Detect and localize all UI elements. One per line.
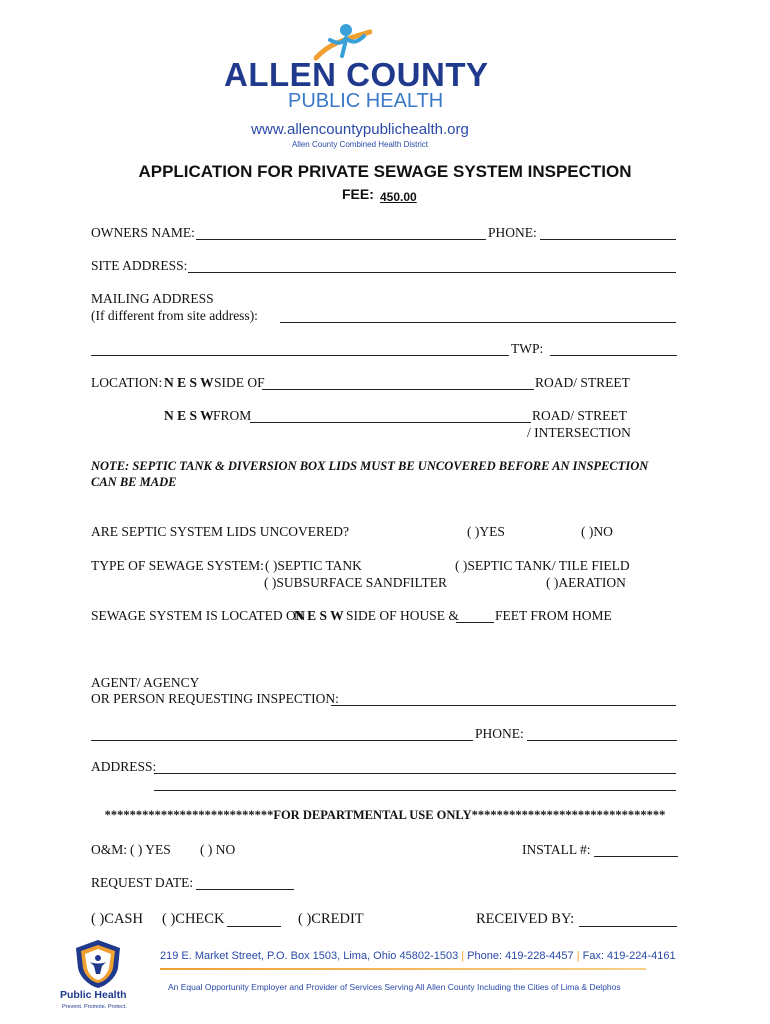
septic-tank-checkbox[interactable]: ( )SEPTIC TANK	[265, 558, 362, 573]
received-by-label: RECEIVED BY:	[476, 911, 575, 927]
agent-phone-label: PHONE:	[475, 726, 524, 741]
site-address-field[interactable]	[188, 272, 676, 273]
mailing-address-field[interactable]	[280, 322, 676, 323]
note-line-2: CAN BE MADE	[91, 475, 177, 489]
road-street-label-2: ROAD/ STREET	[532, 408, 627, 423]
location-label: LOCATION:	[91, 375, 163, 390]
logo-title: ALLEN COUNTY	[224, 56, 489, 93]
page-title: APPLICATION FOR PRIVATE SEWAGE SYSTEM INSPECTION	[138, 162, 632, 181]
feet-from-home-label: FEET FROM HOME	[495, 608, 612, 623]
received-by-field[interactable]	[579, 926, 677, 927]
agent-label-1: AGENT/ AGENCY	[91, 675, 200, 690]
footer-contact	[160, 950, 676, 962]
footer-address: 219 E. Market Street, P.O. Box 1503, Lima, Ohio 45802-1503	[160, 950, 459, 962]
om-yes-checkbox[interactable]: ( ) YES	[130, 842, 171, 857]
agent-address-label: ADDRESS:	[91, 759, 157, 774]
agent-field-2[interactable]	[91, 740, 473, 741]
website-link[interactable]: www.allencountypublichealth.org	[251, 121, 469, 138]
owner-phone-field[interactable]	[540, 239, 676, 240]
owner-phone-label: PHONE:	[488, 225, 537, 240]
mailing-note: (If different from site address):	[91, 308, 258, 323]
side-of-label: SIDE OF	[214, 375, 265, 390]
fee-label: FEE:	[342, 186, 374, 202]
subsurface-checkbox[interactable]: ( )SUBSURFACE SANDFILTER	[264, 575, 448, 590]
septic-tile-checkbox[interactable]: ( )SEPTIC TANK/ TILE FIELD	[455, 558, 630, 573]
twp-field[interactable]	[550, 355, 677, 356]
agent-label-2: OR PERSON REQUESTING INSPECTION:	[91, 691, 339, 706]
request-date-field[interactable]	[196, 889, 294, 890]
lids-question: ARE SEPTIC SYSTEM LIDS UNCOVERED?	[91, 524, 350, 539]
located-direction[interactable]: N E S W	[294, 608, 344, 623]
road-street-label-1: ROAD/ STREET	[535, 375, 630, 390]
note-line-1: NOTE: SEPTIC TANK & DIVERSION BOX LIDS MUST BE UNCOVERED BEFORE AN INSPECTION	[91, 459, 649, 473]
footer-fax: Fax: 419-224-4161	[582, 950, 676, 962]
mailing-address-label: MAILING ADDRESS	[91, 291, 214, 306]
install-label: INSTALL #:	[522, 842, 591, 857]
badge-title: Public Health	[60, 989, 127, 1001]
agent-phone-field[interactable]	[527, 740, 677, 741]
lids-no-checkbox[interactable]: ( )NO	[581, 524, 613, 539]
district-name: Allen County Combined Health District	[291, 140, 429, 149]
located-on-label: SEWAGE SYSTEM IS LOCATED ON	[91, 608, 306, 623]
check-checkbox[interactable]: ( )CHECK	[162, 911, 225, 927]
logo-subtitle: PUBLIC HEALTH	[288, 90, 444, 112]
side-of-field[interactable]	[262, 389, 534, 390]
owners-name-field[interactable]	[196, 239, 486, 240]
footer-separator-2: |	[576, 950, 580, 962]
site-address-label: SITE ADDRESS:	[91, 258, 188, 273]
footer-divider	[160, 968, 646, 970]
mailing-address-field-2[interactable]	[91, 355, 509, 356]
agent-field[interactable]	[331, 705, 676, 706]
feet-field[interactable]	[456, 622, 494, 623]
location-direction-1[interactable]: N E S W	[164, 375, 214, 390]
public-health-badge	[58, 938, 138, 1018]
from-label: FROM	[213, 408, 252, 423]
lids-yes-checkbox[interactable]: ( )YES	[467, 524, 505, 539]
om-no-checkbox[interactable]: ( ) NO	[200, 842, 236, 857]
side-of-house-label: SIDE OF HOUSE &	[346, 608, 459, 623]
fee-value: 450.00	[380, 190, 417, 204]
footer-phone: Phone: 419-228-4457	[467, 950, 574, 962]
request-date-label: REQUEST DATE:	[91, 875, 194, 890]
dept-use-banner: ***************************FOR DEPARTMENTAL USE ONLY*******************************	[104, 808, 666, 822]
logo	[220, 22, 520, 114]
install-field[interactable]	[594, 856, 678, 857]
cash-checkbox[interactable]: ( )CASH	[91, 911, 143, 927]
check-number-field[interactable]	[227, 926, 281, 927]
intersection-label: / INTERSECTION	[527, 425, 631, 440]
badge-tagline: Prevent. Promote. Protect.	[62, 1004, 127, 1010]
equal-opportunity-statement: An Equal Opportunity Employer and Provider of Services Serving All Allen County Including the Cities of Lima & Delphos	[168, 982, 621, 992]
system-type-label: TYPE OF SEWAGE SYSTEM:	[91, 558, 264, 573]
agent-address-field-2[interactable]	[154, 790, 676, 791]
from-field[interactable]	[250, 422, 531, 423]
aeration-checkbox[interactable]: ( )AERATION	[546, 575, 626, 590]
agent-address-field[interactable]	[154, 773, 676, 774]
location-direction-2[interactable]: N E S W	[164, 408, 214, 423]
footer-separator-1: |	[461, 950, 465, 962]
public-health-shield-icon	[72, 938, 124, 990]
om-label: O&M:	[91, 842, 128, 857]
twp-label: TWP:	[511, 341, 544, 356]
owners-name-label: OWNERS NAME:	[91, 225, 195, 240]
credit-checkbox[interactable]: ( )CREDIT	[298, 911, 364, 927]
